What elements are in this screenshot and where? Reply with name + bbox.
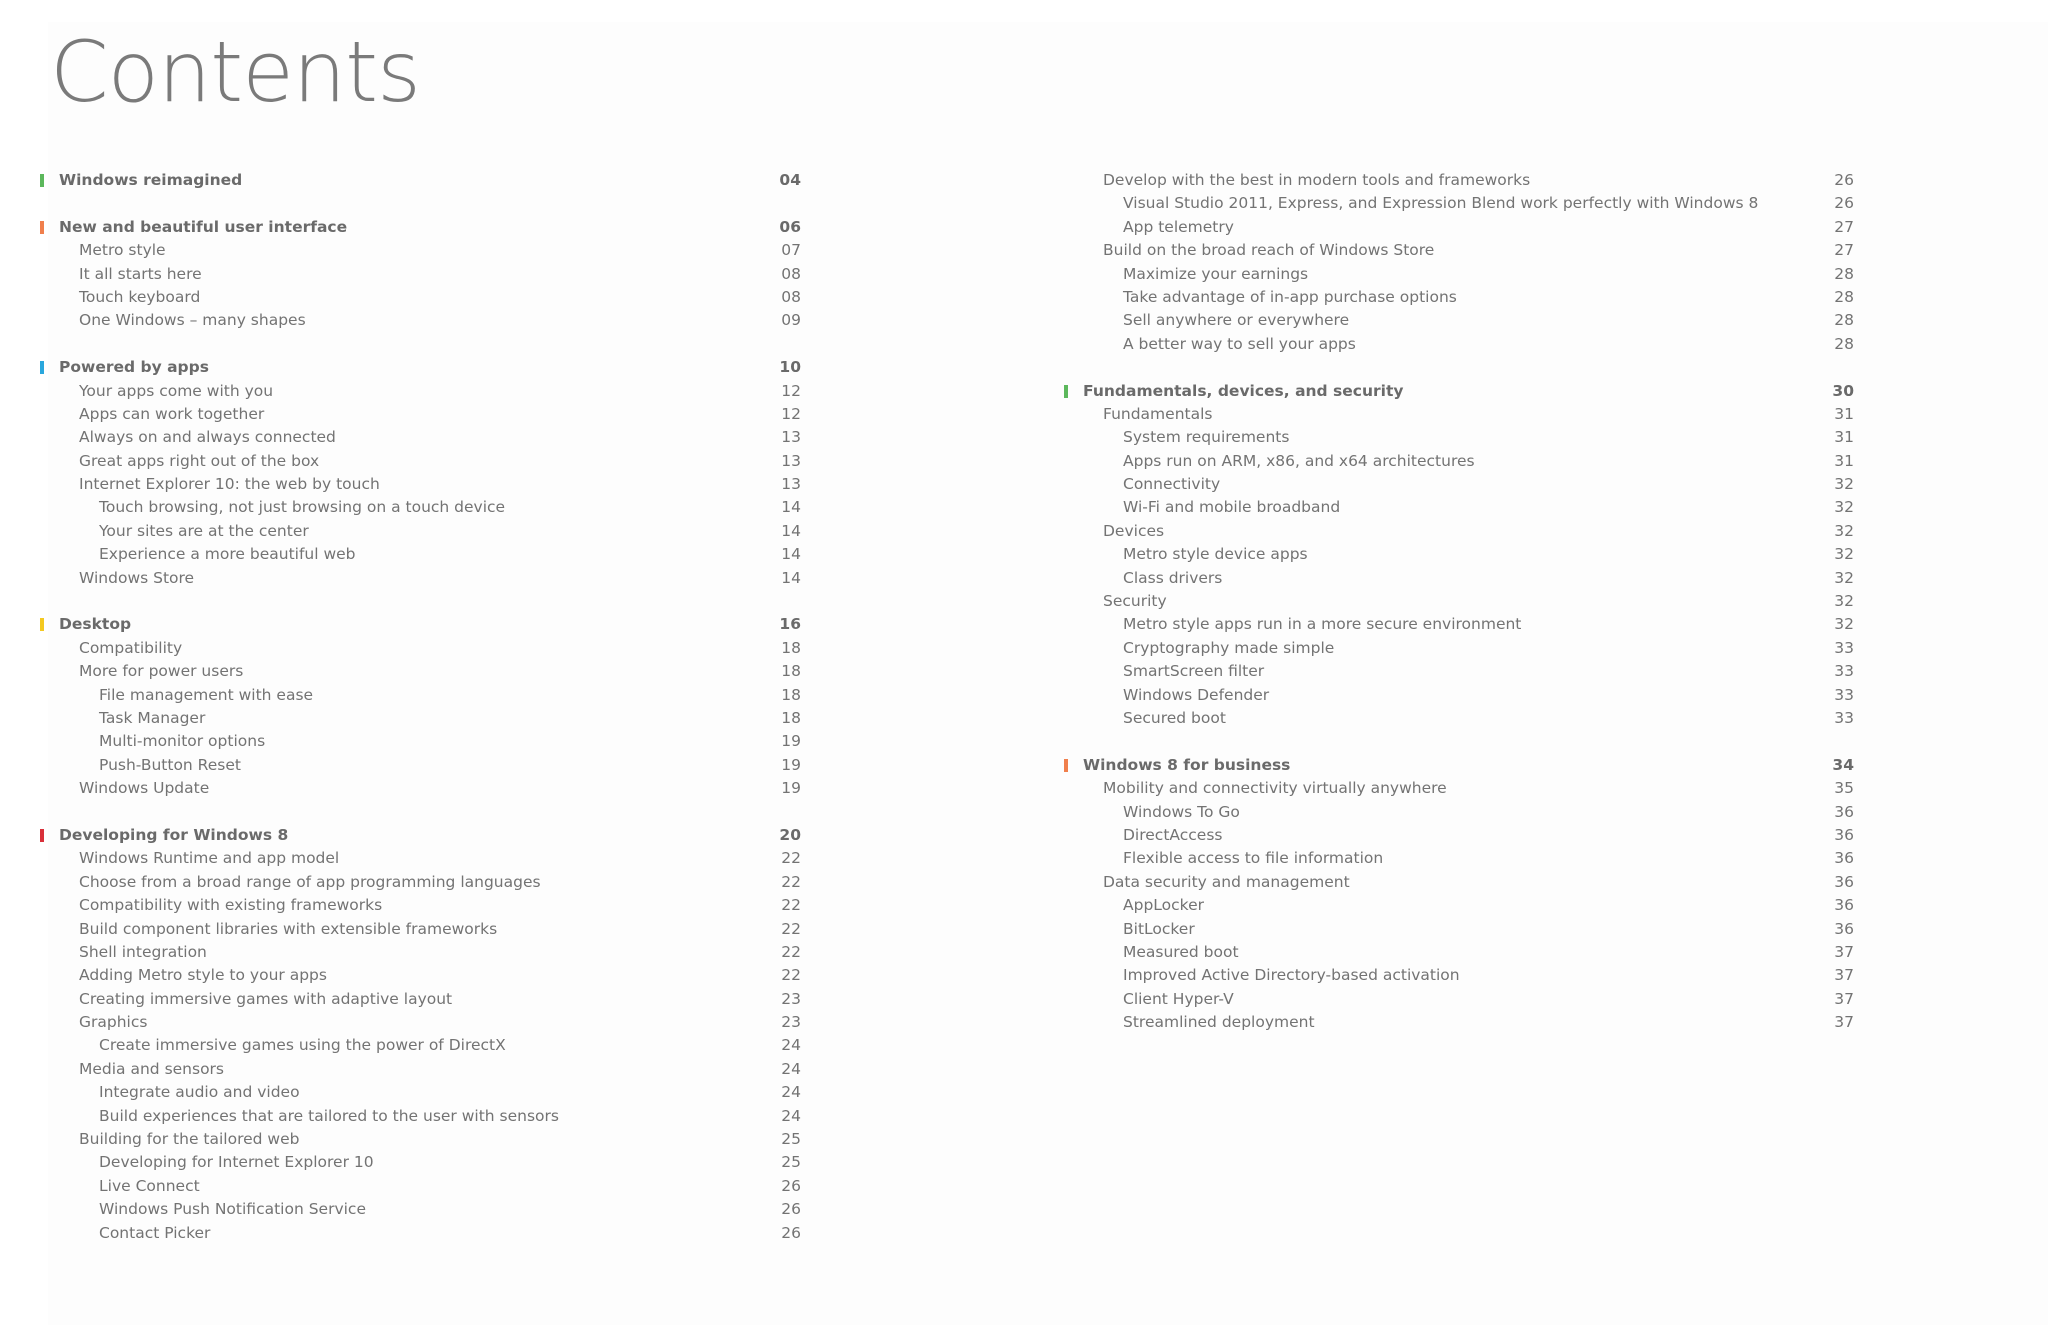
toc-entry-label: Build component libraries with extensible frameworks (79, 919, 498, 938)
toc-entry[interactable] (1024, 403, 1854, 426)
toc-entry[interactable] (0, 918, 810, 941)
toc-entry-label: More for power users (79, 662, 244, 681)
toc-entry[interactable] (0, 520, 810, 543)
toc-entry[interactable] (1024, 450, 1854, 473)
toc-entry[interactable] (1024, 520, 1854, 543)
toc-page-number: 14 (781, 521, 801, 540)
toc-page-number: 36 (1834, 919, 1854, 938)
toc-entry[interactable] (0, 403, 810, 426)
toc-entry-label: App telemetry (1123, 217, 1234, 236)
toc-page-number: 14 (781, 545, 801, 564)
toc-page-number: 32 (1834, 545, 1854, 564)
toc-heading-windows-8-for-business[interactable] (1024, 754, 1854, 777)
toc-entry-label: Apps can work together (79, 404, 265, 423)
toc-entry[interactable] (1024, 684, 1854, 707)
toc-entry-label: Take advantage of in-app purchase options (1123, 287, 1457, 306)
toc-page-number: 20 (779, 825, 801, 844)
toc-entry[interactable] (0, 964, 810, 987)
toc-entry-label: Wi-Fi and mobile broadband (1123, 498, 1341, 517)
toc-entry[interactable] (0, 1058, 810, 1081)
toc-entry[interactable] (0, 380, 810, 403)
toc-page-number: 22 (781, 896, 801, 915)
section-color-marker (40, 618, 44, 631)
toc-page-number: 26 (1834, 194, 1854, 213)
toc-entry[interactable] (1024, 988, 1854, 1011)
section-color-marker (1064, 759, 1068, 772)
toc-entry-label: Develop with the best in modern tools and frameworks (1103, 171, 1531, 189)
toc-entry[interactable] (1024, 473, 1854, 496)
toc-entry-label: Windows Push Notification Service (99, 1200, 366, 1219)
toc-heading-powered-by-apps[interactable] (0, 356, 810, 379)
toc-entry-label: Connectivity (1123, 475, 1221, 494)
toc-page-number: 26 (781, 1223, 801, 1242)
toc-entry-label: Windows To Go (1123, 802, 1240, 821)
toc-entry-label: Devices (1103, 521, 1165, 540)
toc-entry-label: Metro style device apps (1123, 545, 1308, 564)
toc-entry-label: Apps run on ARM, x86, and x64 architectures (1123, 451, 1475, 470)
toc-entry[interactable] (1024, 918, 1854, 941)
toc-entry-label: DirectAccess (1123, 825, 1223, 844)
toc-entry-label: SmartScreen filter (1123, 662, 1265, 681)
toc-heading-windows-reimagined[interactable] (0, 169, 810, 192)
toc-entry[interactable] (0, 426, 810, 449)
toc-page-number: 32 (1834, 498, 1854, 517)
section-color-marker (40, 361, 44, 374)
toc-entry-label: Shell integration (79, 942, 207, 961)
toc-page-number: 22 (781, 849, 801, 868)
toc-entry[interactable] (0, 543, 810, 566)
toc-entry-label: Experience a more beautiful web (99, 545, 356, 564)
toc-entry-label: System requirements (1123, 428, 1290, 447)
toc-entry-label: Building for the tailored web (79, 1130, 300, 1149)
toc-entry[interactable] (1024, 590, 1854, 613)
toc-page-number: 32 (1834, 592, 1854, 611)
toc-section (0, 613, 810, 800)
toc-page-number: 31 (1834, 404, 1854, 423)
section-color-marker (40, 221, 44, 234)
toc-entry[interactable] (1024, 192, 1854, 215)
toc-page-number: 32 (1834, 475, 1854, 494)
toc-entry-label: Fundamentals (1103, 404, 1213, 423)
toc-entry-label: Visual Studio 2011, Express, and Expression Blend work perfectly with Windows 8 (1123, 194, 1759, 213)
toc-page-number: 18 (781, 638, 801, 657)
toc-section (1024, 169, 1854, 356)
toc-entry-label: Push-Button Reset (99, 755, 241, 774)
toc-page-number: 18 (781, 662, 801, 681)
toc-entry-label: Maximize your earnings (1123, 264, 1309, 283)
toc-entry[interactable] (0, 847, 810, 870)
toc-column-right (1024, 169, 1854, 1058)
toc-entry-label: Create immersive games using the power of DirectX (99, 1036, 506, 1055)
toc-page-number: 22 (781, 919, 801, 938)
toc-page-number: 28 (1834, 264, 1854, 283)
toc-entry-label: AppLocker (1123, 896, 1204, 915)
section-color-marker (40, 174, 44, 187)
toc-entry[interactable] (0, 894, 810, 917)
toc-entry[interactable] (1024, 707, 1854, 730)
toc-entry[interactable] (1024, 496, 1854, 519)
toc-page-number: 18 (781, 708, 801, 727)
toc-page-number: 36 (1834, 825, 1854, 844)
toc-entry-label: Graphics (79, 1013, 148, 1032)
toc-entry[interactable] (1024, 777, 1854, 800)
toc-heading-label: Developing for Windows 8 (59, 825, 289, 844)
toc-entry[interactable] (0, 988, 810, 1011)
toc-entry-label: File management with ease (99, 685, 314, 704)
toc-page-number: 04 (779, 171, 801, 189)
toc-entry-label: Mobility and connectivity virtually anywhere (1103, 779, 1447, 798)
toc-page-number: 26 (781, 1200, 801, 1219)
toc-entry[interactable] (1024, 801, 1854, 824)
toc-entry-label: Choose from a broad range of app programming languages (79, 872, 541, 891)
toc-column-left (0, 169, 810, 1268)
toc-entry[interactable] (0, 1198, 810, 1221)
toc-entry-label: Windows Store (79, 568, 195, 587)
toc-entry-label: Integrate audio and video (99, 1083, 300, 1102)
toc-page-number: 24 (781, 1106, 801, 1125)
toc-entry-label: Security (1103, 592, 1167, 611)
toc-entry[interactable] (0, 286, 810, 309)
toc-page-number: 07 (781, 241, 801, 260)
toc-page-number: 32 (1834, 568, 1854, 587)
toc-page-number: 13 (781, 451, 801, 470)
toc-entry[interactable] (0, 1175, 810, 1198)
toc-entry-label: Always on and always connected (79, 428, 336, 447)
toc-page-number: 13 (781, 475, 801, 494)
toc-entry-label: Multi-monitor options (99, 732, 266, 751)
toc-entry-label: Flexible access to file information (1123, 849, 1384, 868)
toc-page-number: 25 (781, 1130, 801, 1149)
toc-page-number: 28 (1834, 287, 1854, 306)
toc-entry[interactable] (1024, 239, 1854, 262)
toc-page-number: 06 (779, 217, 801, 236)
toc-heading-label: Windows reimagined (59, 171, 243, 189)
toc-heading-label: Powered by apps (59, 358, 209, 377)
toc-entry-label: Data security and management (1103, 872, 1350, 891)
section-color-marker (1064, 385, 1068, 398)
toc-entry[interactable] (0, 450, 810, 473)
toc-page-number: 23 (781, 1013, 801, 1032)
toc-page-number: 37 (1834, 989, 1854, 1008)
toc-entry-label: Measured boot (1123, 942, 1239, 961)
toc-entry-label: BitLocker (1123, 919, 1195, 938)
toc-entry-label: Streamlined deployment (1123, 1013, 1315, 1032)
toc-entry-label: Media and sensors (79, 1059, 225, 1078)
toc-entry-label: Build experiences that are tailored to the user with sensors (99, 1106, 559, 1125)
toc-entry[interactable] (0, 684, 810, 707)
toc-page-number: 34 (1832, 755, 1854, 774)
toc-entry[interactable] (0, 239, 810, 262)
toc-page-number: 16 (779, 615, 801, 634)
toc-entry[interactable] (1024, 871, 1854, 894)
toc-entry-label: Windows Defender (1123, 685, 1270, 704)
toc-entry-label: Metro style (79, 241, 166, 260)
toc-entry[interactable] (0, 473, 810, 496)
toc-section (1024, 380, 1854, 731)
toc-entry[interactable] (1024, 263, 1854, 286)
toc-entry-label: Your sites are at the center (99, 521, 309, 540)
toc-heading-label: Desktop (59, 615, 132, 634)
toc-page-number: 12 (781, 404, 801, 423)
toc-heading-fundamentals-devices-and-security[interactable] (1024, 380, 1854, 403)
toc-entry[interactable] (0, 1222, 810, 1245)
toc-page-number: 26 (1834, 171, 1854, 189)
toc-section (1024, 754, 1854, 1035)
section-color-marker (40, 829, 44, 842)
toc-heading-desktop[interactable] (0, 613, 810, 636)
toc-entry[interactable] (1024, 426, 1854, 449)
toc-page-number: 28 (1834, 311, 1854, 330)
toc-entry-label: Compatibility (79, 638, 183, 657)
toc-entry[interactable] (1024, 216, 1854, 239)
toc-entry[interactable] (0, 1128, 810, 1151)
toc-heading-label: New and beautiful user interface (59, 217, 348, 236)
toc-entry[interactable] (0, 941, 810, 964)
toc-page-number: 10 (779, 358, 801, 377)
toc-entry[interactable] (0, 754, 810, 777)
toc-page-number: 24 (781, 1059, 801, 1078)
toc-page-number: 14 (781, 498, 801, 517)
toc-entry[interactable] (1024, 941, 1854, 964)
toc-page-number: 22 (781, 872, 801, 891)
toc-section (0, 356, 810, 590)
toc-entry-label: Windows Runtime and app model (79, 849, 340, 868)
toc-page-number: 27 (1834, 241, 1854, 260)
toc-entry[interactable] (1024, 824, 1854, 847)
toc-entry-label: Task Manager (99, 708, 206, 727)
toc-entry-label: One Windows – many shapes (79, 311, 306, 330)
toc-page-number: 36 (1834, 896, 1854, 915)
toc-entry[interactable] (1024, 660, 1854, 683)
toc-entry-label: Touch browsing, not just browsing on a touch device (99, 498, 506, 517)
toc-entry-label: Build on the broad reach of Windows Store (1103, 241, 1435, 260)
toc-entry[interactable] (1024, 543, 1854, 566)
toc-entry[interactable] (1024, 333, 1854, 356)
toc-page-number: 08 (781, 264, 801, 283)
toc-entry[interactable] (0, 1034, 810, 1057)
toc-entry[interactable] (0, 1081, 810, 1104)
toc-page-number: 37 (1834, 1013, 1854, 1032)
page-title: Contents (50, 23, 420, 121)
toc-page-number: 30 (1832, 381, 1854, 400)
toc-entry-label: Great apps right out of the box (79, 451, 320, 470)
toc-page-number: 35 (1834, 779, 1854, 798)
toc-entry-label: Compatibility with existing frameworks (79, 896, 383, 915)
toc-page-number: 18 (781, 685, 801, 704)
toc-page-number: 28 (1834, 334, 1854, 353)
toc-entry[interactable] (0, 730, 810, 753)
toc-entry-label: Improved Active Directory-based activation (1123, 966, 1460, 985)
toc-entry[interactable] (1024, 169, 1854, 192)
toc-page-number: 32 (1834, 615, 1854, 634)
toc-page-number: 19 (781, 755, 801, 774)
toc-page-number: 25 (781, 1153, 801, 1172)
toc-entry-label: Windows Update (79, 779, 210, 798)
toc-entry[interactable] (1024, 847, 1854, 870)
toc-page-number: 24 (781, 1036, 801, 1055)
toc-page-number: 32 (1834, 521, 1854, 540)
toc-heading-label: Fundamentals, devices, and security (1083, 381, 1404, 400)
toc-entry[interactable] (1024, 309, 1854, 332)
toc-page-number: 33 (1834, 638, 1854, 657)
toc-entry-label: Developing for Internet Explorer 10 (99, 1153, 374, 1172)
toc-entry[interactable] (0, 660, 810, 683)
toc-page-number: 09 (781, 311, 801, 330)
toc-page-number: 26 (781, 1176, 801, 1195)
toc-entry[interactable] (1024, 613, 1854, 636)
toc-entry-label: It all starts here (79, 264, 202, 283)
toc-page-number: 37 (1834, 966, 1854, 985)
toc-page-number: 31 (1834, 428, 1854, 447)
toc-entry[interactable] (1024, 1011, 1854, 1034)
toc-entry-label: Live Connect (99, 1176, 200, 1195)
toc-page-number: 36 (1834, 849, 1854, 868)
toc-page-number: 13 (781, 428, 801, 447)
toc-entry[interactable] (0, 309, 810, 332)
toc-page-number: 27 (1834, 217, 1854, 236)
toc-heading-developing-for-windows-8[interactable] (0, 824, 810, 847)
toc-entry-label: Internet Explorer 10: the web by touch (79, 475, 380, 494)
toc-page-number: 12 (781, 381, 801, 400)
toc-entry[interactable] (1024, 286, 1854, 309)
toc-page-number: 31 (1834, 451, 1854, 470)
toc-entry[interactable] (0, 1105, 810, 1128)
toc-entry-label: A better way to sell your apps (1123, 334, 1356, 353)
toc-entry-label: Metro style apps run in a more secure environment (1123, 615, 1522, 634)
toc-page-number: 19 (781, 732, 801, 751)
toc-entry[interactable] (0, 1011, 810, 1034)
toc-entry-label: Client Hyper-V (1123, 989, 1234, 1008)
toc-entry[interactable] (0, 707, 810, 730)
toc-page-number: 19 (781, 779, 801, 798)
toc-page-number: 37 (1834, 942, 1854, 961)
toc-page-number: 33 (1834, 708, 1854, 727)
toc-section (0, 216, 810, 333)
toc-entry-label: Class drivers (1123, 568, 1223, 587)
toc-page-number: 33 (1834, 662, 1854, 681)
toc-entry-label: Creating immersive games with adaptive layout (79, 989, 453, 1008)
toc-entry[interactable] (0, 637, 810, 660)
toc-entry[interactable] (0, 263, 810, 286)
toc-page-number: 24 (781, 1083, 801, 1102)
toc-entry-label: Your apps come with you (79, 381, 274, 400)
toc-entry-label: Contact Picker (99, 1223, 211, 1242)
toc-page-number: 14 (781, 568, 801, 587)
toc-entry[interactable] (1024, 894, 1854, 917)
toc-entry-label: Secured boot (1123, 708, 1226, 727)
toc-page-number: 23 (781, 989, 801, 1008)
toc-page-number: 22 (781, 966, 801, 985)
toc-entry-label: Adding Metro style to your apps (79, 966, 327, 985)
toc-section (0, 169, 810, 192)
toc-heading-label: Windows 8 for business (1083, 755, 1291, 774)
toc-page-number: 22 (781, 942, 801, 961)
toc-page-number: 08 (781, 287, 801, 306)
toc-entry[interactable] (0, 496, 810, 519)
toc-section (0, 824, 810, 1245)
toc-entry[interactable] (1024, 637, 1854, 660)
toc-page-number: 33 (1834, 685, 1854, 704)
toc-entry-label: Cryptography made simple (1123, 638, 1335, 657)
toc-entry-label: Sell anywhere or everywhere (1123, 311, 1350, 330)
toc-entry[interactable] (0, 567, 810, 590)
toc-entry[interactable] (1024, 567, 1854, 590)
toc-entry[interactable] (0, 777, 810, 800)
toc-entry[interactable] (0, 871, 810, 894)
toc-page-number: 36 (1834, 802, 1854, 821)
toc-entry[interactable] (0, 1151, 810, 1174)
toc-entry-label: Touch keyboard (79, 287, 201, 306)
toc-heading-new-and-beautiful-user-interface[interactable] (0, 216, 810, 239)
toc-page-number: 36 (1834, 872, 1854, 891)
toc-entry[interactable] (1024, 964, 1854, 987)
